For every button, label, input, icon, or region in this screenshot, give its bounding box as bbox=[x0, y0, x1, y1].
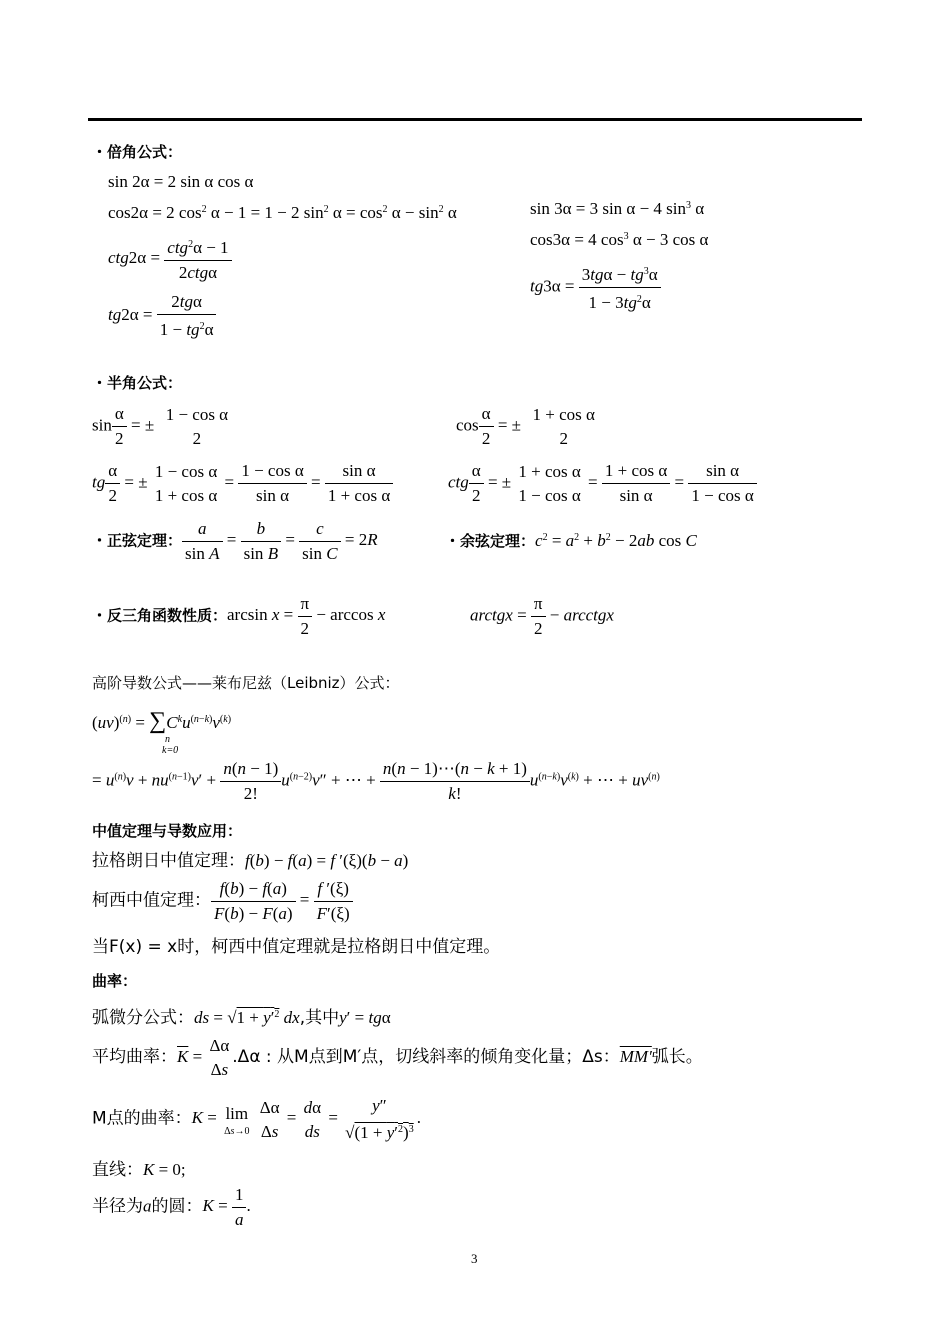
cauchy-label: 柯西中值定理： bbox=[92, 890, 211, 911]
formula-sin-half: sin $\frac{\alpha}{2}$ = ± 1 − cos α 2 bbox=[92, 404, 229, 448]
circle-label-pre: 半径为 bbox=[92, 1196, 143, 1217]
section-leibniz: 高阶导数公式——莱布尼兹（Leibniz）公式： bbox=[92, 674, 400, 692]
formula-leibniz-sum: $(uv)^{(n)} = \sum C^ku^{(n-k)}v^{(k)}$ bbox=[92, 708, 232, 734]
inverse-trig-label: ・反三角函数性质： bbox=[92, 606, 228, 625]
arc-mid: ,其中 bbox=[299, 1008, 340, 1028]
formula-tg2a: tg2α = $\frac{\text{2tgα}}{1 - tg^2\alpha}$ bbox=[108, 290, 216, 342]
mm-arc: MM′ bbox=[619, 1046, 652, 1066]
formula-tg-half: tg $\frac{\alpha}{2}$ = ± 1 − cos α 1 + cos α = $\frac{\text{1 − cos α}}{\text{sin α}}$ = $\frac{\text{sin α}}{\text{1 + cos α}}$ bbox=[92, 459, 393, 508]
sum-lower-limit: k=0 bbox=[162, 745, 179, 756]
line-label: 直线： bbox=[92, 1160, 143, 1180]
formula-cos2a: cos2α = 2 $\cos^2 \alpha - 1 = 1 - 2$ $\sin^2 \alpha = \cos^2 \alpha - \sin^2 \alpha$ bbox=[108, 203, 457, 222]
avg-desc: .Δα : 从M点到M′点，切线斜率的倾角变化量；Δs： bbox=[232, 1046, 620, 1067]
formula-tg3a: tg3α = $\frac{3tg\alpha - tg^3\alpha}{1 - 3tg^2\alpha}$ bbox=[530, 260, 661, 315]
formula-arctg: arctgx = $\frac{\pi}{2}$ − arcctgx bbox=[470, 594, 614, 638]
line-row bbox=[92, 1155, 186, 1180]
formula-cos3a: cos3α = 4 $\cos^3 \alpha - 3$ cos α bbox=[530, 230, 709, 249]
formula-arc-tg: y′ = tgα bbox=[339, 1008, 391, 1027]
avg-label: 平均曲率： bbox=[92, 1046, 177, 1067]
circle-radius-a: a bbox=[143, 1196, 152, 1216]
formula-line: K = 0; bbox=[143, 1160, 186, 1179]
point-curvature-row bbox=[92, 1094, 421, 1145]
sine-law-label: ・正弦定理： bbox=[92, 531, 183, 550]
arc-row bbox=[92, 1003, 391, 1028]
cauchy-row bbox=[92, 877, 353, 926]
sine-law-row bbox=[92, 517, 378, 566]
section-half-angle: ・半角公式： bbox=[92, 374, 183, 392]
formula-circle: K = $\frac{1}{a}$ . bbox=[202, 1185, 251, 1229]
formula-sine-law: $\frac{a}{\text{sin A}}$ = $\frac{b}{\text{sin B}}$ = $\frac{c}{\text{sin C}}$ = 2R bbox=[182, 530, 378, 549]
page-number: 3 bbox=[471, 1251, 478, 1266]
cosine-law-row bbox=[445, 530, 697, 551]
formula-ctg2a: ctg2α = $\frac{ctg^2\alpha - 1}{\text{2ctgα}}$ bbox=[108, 233, 232, 285]
formula-arcsin: arcsin x = $\frac{\pi}{2}$ − arccos x bbox=[227, 594, 386, 638]
formula-point-curvature: K = lim Δs→0 Δα Δs = dα ds = y″ $√(1 + y'^2)^3$ . bbox=[191, 1096, 421, 1142]
sum-sub-n: n bbox=[165, 734, 170, 745]
circle-label-post: 的圆： bbox=[151, 1196, 203, 1217]
formula-lagrange: f(b) − f(a) = f ′(ξ)(b − a) bbox=[245, 851, 409, 870]
lagrange-label: 拉格朗日中值定理： bbox=[92, 851, 245, 871]
lagrange-row bbox=[92, 846, 408, 871]
section-curvature: 曲率： bbox=[92, 972, 138, 990]
arc-label: 弧微分公式： bbox=[92, 1008, 194, 1028]
point-label: M点的曲率： bbox=[92, 1108, 192, 1129]
formula-arc: ds = $√1 + y'^2$ dx bbox=[194, 1008, 300, 1027]
circle-row bbox=[92, 1183, 251, 1232]
cosine-law-label: ・余弦定理： bbox=[445, 532, 536, 550]
inverse-trig-row bbox=[92, 592, 385, 641]
formula-avg-curvature: $\overline{K}$ = Δα Δs bbox=[177, 1036, 230, 1079]
section-mean-value: 中值定理与导数应用： bbox=[92, 822, 243, 840]
cauchy-note: 当F(x) = x时，柯西中值定理就是拉格朗日中值定理。 bbox=[92, 937, 501, 957]
formula-cosine-law: $c^2 = a^2 + b^2 - 2ab$ cos C bbox=[535, 531, 697, 550]
avg-curvature-row bbox=[92, 1034, 703, 1082]
formula-ctg-half: ctg $\frac{\alpha}{2}$ = ± 1 + cos α 1 − cos α = $\frac{\text{1 + cos α}}{\text{sin α}}$ = $\frac{\text{sin α}}{\text{1 − cos α}}$ bbox=[448, 459, 757, 508]
avg-arc: 弧长。 bbox=[651, 1046, 703, 1067]
header-rule bbox=[88, 118, 862, 121]
formula-cauchy: $\frac{f(b) - f(a)}{F(b) - F(a)}$ = $\frac{f '(\xi)}{F'(\xi)}$ bbox=[211, 890, 353, 909]
formula-cos-half: cos $\frac{\alpha}{2}$ = ± 1 + cos α 2 bbox=[456, 404, 595, 448]
section-double-angle: ・倍角公式： bbox=[92, 143, 183, 161]
formula-sin3a: sin 3α = 3 sin α − 4 $\sin^3 \alpha$ bbox=[530, 199, 705, 218]
formula-sin2a: sin 2α = 2 sin α cos α bbox=[108, 172, 254, 191]
formula-leibniz-expand: = $u^{(n)}v + nu^{(n-1)}v'$ + $\frac{n(n - 1)}{2!}$ $u^{(n-2)}v''$ + ⋯ + $\frac{n(n - 1)\cdots(n - k + 1)}{k!}$ $u^{(n-k)}v^{(k)}$ + ⋯ + $uv^{(n)}$ bbox=[92, 759, 660, 803]
